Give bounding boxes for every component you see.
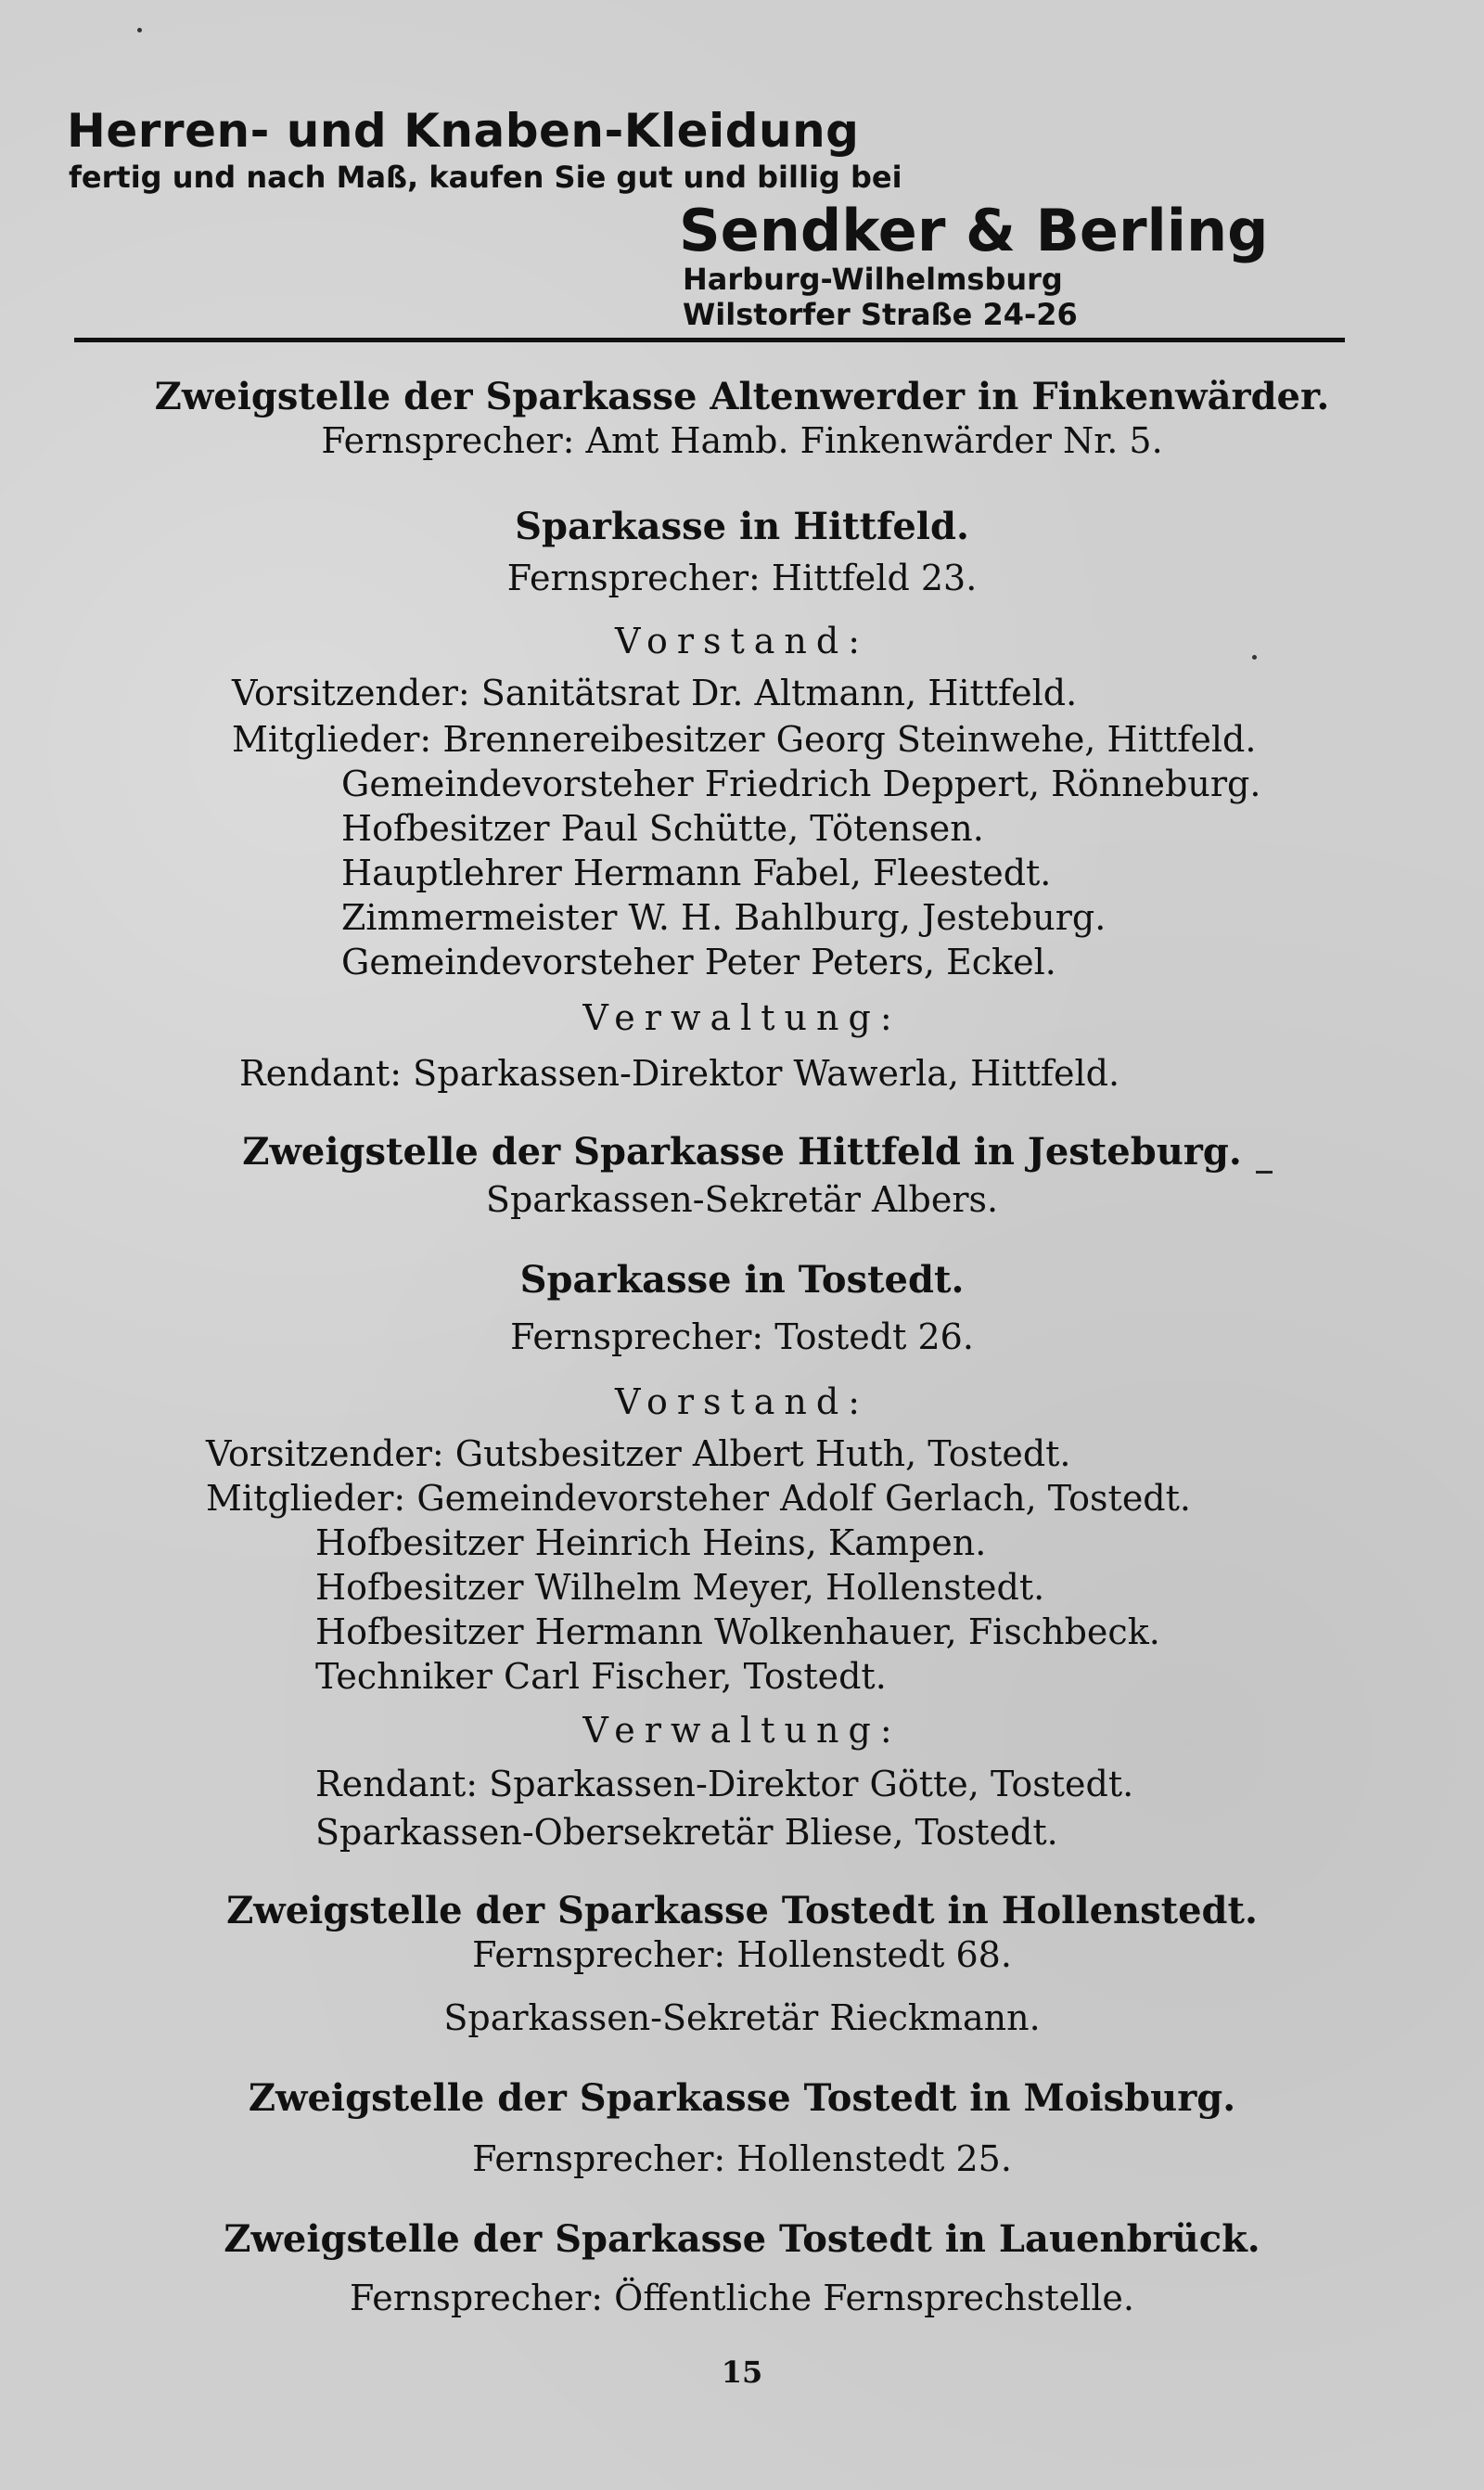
print-mark [1256, 1171, 1273, 1174]
page-number: 15 [721, 2355, 763, 2390]
chair-line: Vorsitzender: Sanitätsrat Dr. Altmann, Hittfeld. [232, 673, 1078, 713]
rendant-line: Rendant: Sparkassen-Direktor Wawerla, Hittfeld. [239, 1053, 1120, 1094]
phone-line: Fernsprecher: Öffentliche Fernsprechstelle. [350, 2278, 1134, 2318]
member-line: Hofbesitzer Wilhelm Meyer, Hollenstedt. [315, 1567, 1045, 1608]
entry-heading: Zweigstelle der Sparkasse Tostedt in Hollenstedt. [226, 1889, 1258, 1932]
staff-line: Sparkassen-Sekretär Albers. [485, 1179, 999, 1220]
member-line: Techniker Carl Fischer, Tostedt. [315, 1656, 887, 1697]
member-line: Hofbesitzer Heinrich Heins, Kampen. [315, 1522, 987, 1563]
chair-line: Vorsitzender: Gutsbesitzer Albert Huth, Tostedt. [206, 1433, 1071, 1474]
section-label-verwaltung: Verwaltung: [582, 997, 902, 1038]
phone-line: Fernsprecher: Hollenstedt 25. [472, 2138, 1012, 2179]
member-line: Hofbesitzer Hermann Wolkenhauer, Fischbeck. [315, 1611, 1160, 1652]
print-speck [137, 28, 142, 32]
staff-line: Sparkassen-Obersekretär Bliese, Tostedt. [315, 1812, 1058, 1853]
member-line: Gemeindevorsteher Friedrich Deppert, Rönneburg. [341, 764, 1261, 804]
member-line: Mitglieder: Brennereibesitzer Georg Steinwehe, Hittfeld. [232, 719, 1257, 760]
section-label-vorstand: Vorstand: [614, 621, 870, 661]
ad-city: Harburg-Wilhelmsburg [683, 262, 1063, 297]
entry-heading: Sparkasse in Hittfeld. [515, 505, 969, 548]
ad-street: Wilstorfer Straße 24-26 [683, 297, 1078, 332]
entry-heading: Zweigstelle der Sparkasse Tostedt in Lauenbrück. [224, 2217, 1260, 2261]
rendant-line: Rendant: Sparkassen-Direktor Götte, Tostedt. [315, 1764, 1134, 1804]
ad-firm-name: Sendker & Berling [679, 197, 1269, 264]
member-line: Zimmermeister W. H. Bahlburg, Jesteburg. [341, 897, 1107, 938]
section-label-vorstand: Vorstand: [614, 1381, 870, 1422]
entry-heading: Zweigstelle der Sparkasse Tostedt in Moisburg. [248, 2076, 1236, 2120]
phone-line: Fernsprecher: Tostedt 26. [510, 1316, 974, 1357]
member-line: Gemeindevorsteher Peter Peters, Eckel. [341, 942, 1056, 982]
divider-rule [74, 338, 1345, 342]
ad-title: Herren- und Knaben-Kleidung [67, 104, 860, 158]
entry-heading: Zweigstelle der Sparkasse Altenwerder in Finkenwärder. [154, 375, 1330, 418]
member-line: Mitglieder: Gemeindevorsteher Adolf Gerlach, Tostedt. [206, 1478, 1191, 1519]
member-line: Hofbesitzer Paul Schütte, Tötensen. [341, 808, 984, 849]
staff-line: Sparkassen-Sekretär Rieckmann. [443, 1997, 1041, 2038]
entry-heading: Sparkasse in Tostedt. [519, 1258, 965, 1302]
print-speck [1252, 655, 1257, 660]
entry-heading: Zweigstelle der Sparkasse Hittfeld in Jesteburg. [242, 1130, 1242, 1174]
phone-line: Fernsprecher: Amt Hamb. Finkenwärder Nr. 5. [321, 420, 1163, 461]
ad-subtitle: fertig und nach Maß, kaufen Sie gut und billig bei [69, 160, 902, 195]
phone-line: Fernsprecher: Hittfeld 23. [506, 558, 978, 598]
phone-line: Fernsprecher: Hollenstedt 68. [472, 1934, 1012, 1975]
member-line: Hauptlehrer Hermann Fabel, Fleestedt. [341, 853, 1052, 893]
section-label-verwaltung: Verwaltung: [582, 1710, 902, 1751]
